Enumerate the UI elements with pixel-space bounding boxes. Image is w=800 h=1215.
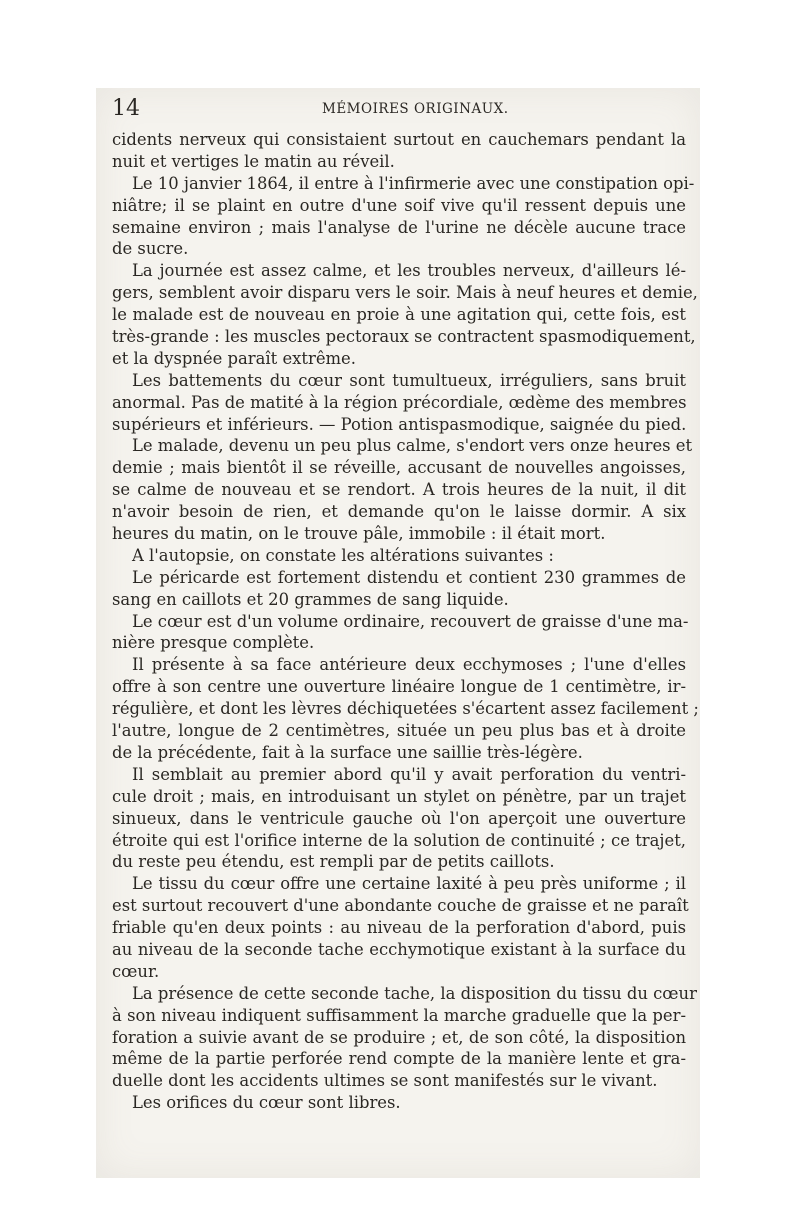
text-line: nière presque complète. — [112, 633, 315, 653]
text-line: Le malade, devenu un peu plus calme, s'endort vers onze heures et — [132, 436, 693, 456]
text-line: niâtre; il se plaint en outre d'une soif vive qu'il ressent depuis une — [112, 195, 686, 215]
text-line: de sucre. — [112, 239, 189, 259]
text-line: même de la partie perforée rend compte de la manière lente et gra- — [112, 1049, 686, 1069]
text-line: sinueux, dans le ventricule gauche où l'on aperçoit une ouverture — [112, 808, 686, 828]
text-line: cidents nerveux qui consistaient surtout en cauchemars pendant la — [112, 130, 686, 149]
page-header — [112, 96, 692, 126]
text-line: gers, semblent avoir disparu vers le soir. Mais à neuf heures et demie, — [112, 283, 698, 303]
page-number: 14 — [112, 96, 140, 121]
text-line: semaine environ ; mais l'analyse de l'urine ne décèle aucune trace — [112, 217, 686, 237]
text-line: Il semblait au premier abord qu'il y avait perforation du ventri- — [132, 764, 686, 784]
body-text — [112, 129, 699, 1114]
text-line: très-grande : les muscles pectoraux se contractent spasmodiquement, — [112, 327, 696, 347]
text-line: offre à son centre une ouverture linéaire longue de 1 centimètre, ir- — [112, 677, 686, 697]
text-line: cule droit ; mais, en introduisant un stylet on pénètre, par un trajet — [112, 786, 686, 806]
text-line: Le péricarde est fortement distendu et contient 230 grammes de — [132, 567, 686, 587]
text-line: le malade est de nouveau en proie à une agitation qui, cette fois, est — [112, 305, 686, 325]
text-line: La présence de cette seconde tache, la disposition du tissu du cœur — [132, 983, 697, 1003]
text-line: Les battements du cœur sont tumultueux, irréguliers, sans bruit — [132, 370, 686, 390]
text-line: A l'autopsie, on constate les altérations suivantes : — [132, 545, 554, 565]
text-line: du reste peu étendu, est rempli par de petits caillots. — [112, 852, 555, 872]
text-line: de la précédente, fait à la surface une saillie très-légère. — [112, 742, 583, 762]
text-line: à son niveau indiquent suffisamment la marche graduelle que la per- — [112, 1005, 686, 1025]
text-line: Le 10 janvier 1864, il entre à l'infirmerie avec une constipation opi- — [132, 173, 695, 193]
text-line: est surtout recouvert d'une abondante couche de graisse et ne paraît — [112, 896, 689, 916]
running-title: MÉMOIRES ORIGINAUX. — [322, 101, 509, 117]
text-line: n'avoir besoin de rien, et demande qu'on le laisse dormir. A six — [112, 502, 686, 522]
text-line: Le cœur est d'un volume ordinaire, recouvert de graisse d'une ma- — [132, 611, 689, 631]
text-line: supérieurs et inférieurs. — Potion antispasmodique, saignée du pied. — [112, 414, 687, 434]
text-line: et la dyspnée paraît extrême. — [112, 348, 356, 368]
text-line: demie ; mais bientôt il se réveille, accusant de nouvelles angoisses, — [112, 458, 686, 478]
text-line: nuit et vertiges le matin au réveil. — [112, 151, 395, 171]
text-line: se calme de nouveau et se rendort. A trois heures de la nuit, il dit — [112, 480, 686, 500]
text-line: Il présente à sa face antérieure deux ecchymoses ; l'une d'elles — [132, 655, 686, 675]
text-line: Les orifices du cœur sont libres. — [132, 1093, 401, 1113]
text-line: Le tissu du cœur offre une certaine laxité à peu près uniforme ; il — [132, 874, 686, 894]
text-line: foration a suivie avant de se produire ; et, de son côté, la disposition — [112, 1027, 686, 1047]
text-line: sang en caillots et 20 grammes de sang liquide. — [112, 589, 509, 609]
text-line: l'autre, longue de 2 centimètres, située un peu plus bas et à droite — [112, 721, 686, 741]
text-line: anormal. Pas de matité à la région précordiale, œdème des membres — [112, 392, 687, 412]
text-line: au niveau de la seconde tache ecchymotique existant à la surface du — [112, 939, 686, 959]
text-line: heures du matin, on le trouve pâle, immobile : il était mort. — [112, 524, 606, 544]
text-line: La journée est assez calme, et les troubles nerveux, d'ailleurs lé- — [132, 261, 686, 281]
text-line: duelle dont les accidents ultimes se sont manifestés sur le vivant. — [112, 1071, 658, 1091]
text-line: cœur. — [112, 961, 160, 981]
text-line: étroite qui est l'orifice interne de la solution de continuité ; ce trajet, — [112, 830, 686, 850]
text-line: régulière, et dont les lèvres déchiquetées s'écartent assez facilement ; — [112, 699, 699, 719]
text-line: friable qu'en deux points : au niveau de la perforation d'abord, puis — [112, 918, 686, 938]
